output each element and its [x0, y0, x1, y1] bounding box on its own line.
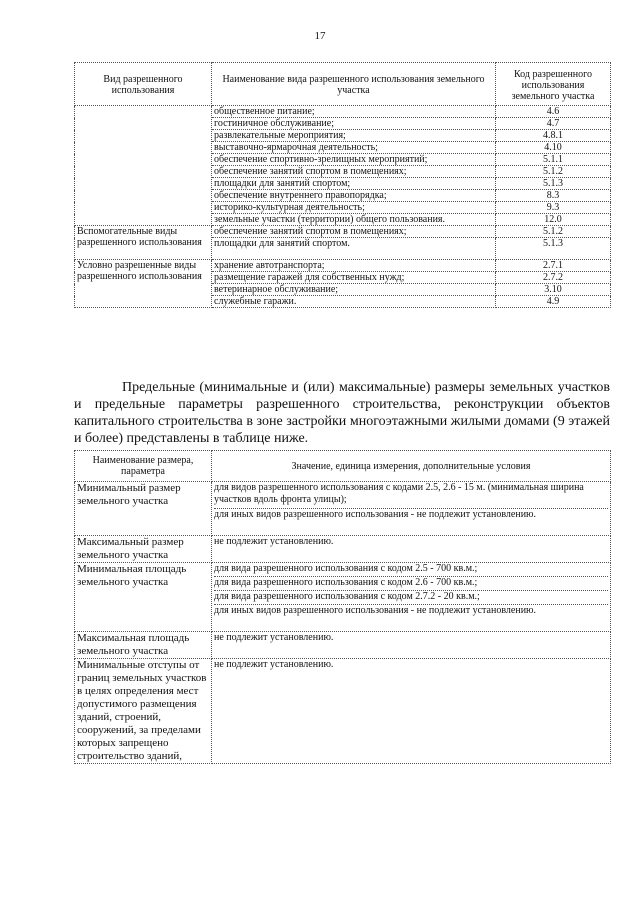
- use-name: размещение гаражей для собственных нужд;: [212, 272, 496, 284]
- parameter-values: [212, 536, 611, 563]
- use-name: служебные гаражи.: [212, 296, 496, 308]
- conditional-use-label: Условно разрешенные виды разрешенного использования: [75, 260, 212, 308]
- use-code: 8.3: [496, 190, 611, 202]
- use-name: гостиничное обслуживание;: [212, 118, 496, 130]
- use-code: 5.1.3: [496, 238, 611, 260]
- table-header-row: [75, 63, 611, 106]
- parameter-value: для вида разрешенного использования с кодом 2.5 - 700 кв.м.;: [214, 563, 608, 577]
- use-code: 5.1.3: [496, 178, 611, 190]
- parameter-name: Максимальная площадь земельного участка: [75, 632, 212, 659]
- use-code: 4.8.1: [496, 130, 611, 142]
- use-name: площадки для занятий спортом.: [212, 238, 496, 260]
- main-use-cell: [75, 106, 212, 226]
- table-row: [75, 226, 611, 238]
- parameter-name: Минимальные отступы от границ земельных участков в целях определения мест допустимого размещения зданий, строений, сооружений, за пределами которых запрещено строительство зданий,: [75, 659, 212, 764]
- table-row: [75, 260, 611, 272]
- use-name: обеспечение занятий спортом в помещениях;: [212, 166, 496, 178]
- use-code: 12.0: [496, 214, 611, 226]
- use-code: 3.10: [496, 284, 611, 296]
- header-parameter: Наименование размера, параметра: [75, 451, 212, 482]
- parameters-table: [74, 450, 611, 764]
- use-code: 4.6: [496, 106, 611, 118]
- parameter-values: [212, 659, 611, 764]
- parameter-name: Минимальная площадь земельного участка: [75, 563, 212, 632]
- use-code: 4.9: [496, 296, 611, 308]
- use-name: развлекательные мероприятия;: [212, 130, 496, 142]
- use-code: 5.1.2: [496, 166, 611, 178]
- page-number: 17: [314, 30, 326, 42]
- use-code: 4.10: [496, 142, 611, 154]
- parameter-value: не подлежит установлению.: [214, 536, 334, 547]
- auxiliary-use-label: Вспомогательные виды разрешенного использования: [75, 226, 212, 260]
- table-row: [75, 106, 611, 118]
- permitted-use-table: [74, 62, 611, 308]
- parameter-name: Минимальный размер земельного участка: [75, 482, 212, 536]
- use-code: 5.1.2: [496, 226, 611, 238]
- use-code: 4.7: [496, 118, 611, 130]
- parameter-value: для иных видов разрешенного использования - не подлежит установлению.: [214, 605, 537, 616]
- parameter-value: не подлежит установлению.: [214, 632, 334, 643]
- use-name: выставочно-ярмарочная деятельность;: [212, 142, 496, 154]
- header-value: Значение, единица измерения, дополнительные условия: [212, 451, 611, 482]
- parameter-value: для вида разрешенного использования с кодом 2.6 - 700 кв.м.;: [214, 577, 608, 591]
- use-name: историко-культурная деятельность;: [212, 202, 496, 214]
- table-row: [75, 482, 611, 536]
- table-row: [75, 632, 611, 659]
- table-row: [75, 536, 611, 563]
- use-name: хранение автотранспорта;: [212, 260, 496, 272]
- parameter-value: для вида разрешенного использования с кодом 2.7.2 - 20 кв.м.;: [214, 591, 608, 605]
- header-use-name: Наименование вида разрешенного использования земельного участка: [212, 63, 496, 106]
- parameter-value: для видов разрешенного использования с кодами 2.5, 2.6 - 15 м. (минимальная ширина участков вдоль фронта улицы);: [214, 482, 608, 509]
- parameter-value: не подлежит установлению.: [214, 659, 334, 670]
- body-paragraph: Предельные (минимальные и (или) максимальные) размеры земельных участков и предельные параметры разрешенного строительства, реконструкции объектов капитального строительства в зоне застройки многоэтажными жилыми домами (9 этажей и более) представлены в таблице ниже.: [74, 380, 610, 446]
- use-code: 5.1.1: [496, 154, 611, 166]
- use-name: общественное питание;: [212, 106, 496, 118]
- use-name: обеспечение внутреннего правопорядка;: [212, 190, 496, 202]
- use-code: 2.7.2: [496, 272, 611, 284]
- parameter-name: Максимальный размер земельного участка: [75, 536, 212, 563]
- parameter-values: [212, 632, 611, 659]
- use-name: обеспечение спортивно-зрелищных мероприятий;: [212, 154, 496, 166]
- use-code: 9.3: [496, 202, 611, 214]
- parameter-values: [212, 563, 611, 632]
- parameter-values: [212, 482, 611, 536]
- header-use-code: Код разрешенного использования земельного участка: [496, 63, 611, 106]
- parameter-value: для иных видов разрешенного использования - не подлежит установлению.: [214, 509, 537, 520]
- use-name: площадки для занятий спортом;: [212, 178, 496, 190]
- use-name: земельные участки (территории) общего пользования.: [212, 214, 496, 226]
- table-row: [75, 563, 611, 632]
- header-use-type: Вид разрешенного использования: [75, 63, 212, 106]
- use-name: обеспечение занятий спортом в помещениях;: [212, 226, 496, 238]
- use-name: ветеринарное обслуживание;: [212, 284, 496, 296]
- table-header-row: [75, 451, 611, 482]
- use-code: 2.7.1: [496, 260, 611, 272]
- table-row: [75, 659, 611, 764]
